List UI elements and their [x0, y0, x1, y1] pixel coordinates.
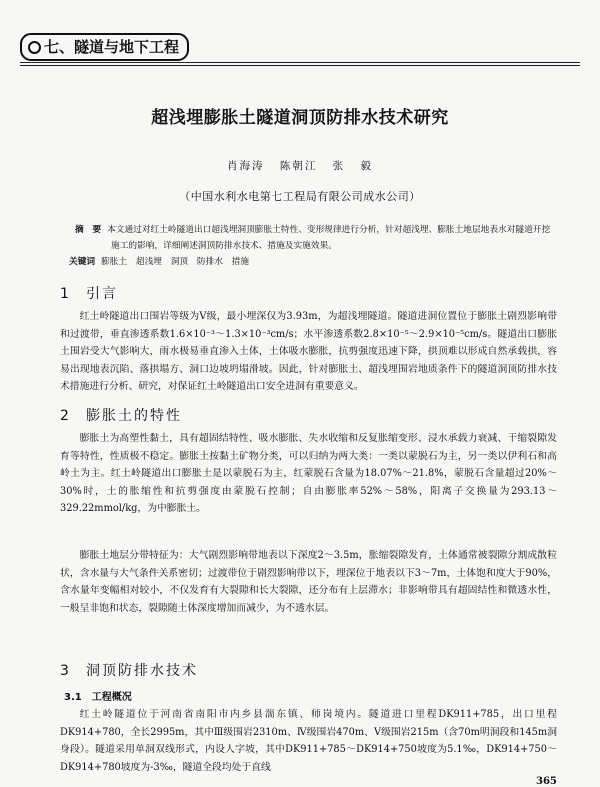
header-rule-top [20, 62, 580, 63]
keywords-label: 关键词 [69, 257, 96, 267]
paragraph: 红土岭隧道位于河南省南阳市内乡县湍东镇、师岗境内。隧道进口里程DK911+785，出口里程DK914+780，全长2995m，其中Ⅲ级围岩2310m、Ⅳ级围岩470m、Ⅴ级围岩215m（含70m明洞段和145m洞身段）。隧道采用单洞双线形式，内设人字坡，其中DK911+785～DK914+750坡度为5.1‰，DK914+750～DK914+780坡度为-3‰，隧道全段均处于直线 [60, 709, 557, 773]
paragraph: 膨胀土为高塑性黏土，具有超固结特性、吸水膨胀、失水收缩和反复胀缩变形、浸水承载力衰减、干缩裂隙发育等特性，性质极不稳定。膨胀土按黏土矿物分类，可以归纳为两大类：一类以蒙脱石为主，另一类以伊利石和高岭土为主。红土岭隧道出口膨胀土是以蒙脱石为主，红蒙脱石含量为18.07%～21.8%，蒙脱石含量超过20%～30%时，土的胀缩性和抗剪强度由蒙脱石控制；自由膨胀率52%～58%，阳离子交换量为293.13～329.22mmol/kg，为中膨胀土。 [60, 433, 557, 514]
circle-bullet-icon [28, 41, 41, 54]
section-heading-2 [60, 405, 182, 425]
section-heading-1 [60, 283, 118, 303]
section-title: 膨胀土的特性 [86, 408, 182, 424]
authors: 肖海涛 陈朝江 张 毅 [226, 160, 373, 172]
page-number: 365 [536, 776, 557, 787]
section-number: 3 [60, 663, 71, 679]
section-title: 引言 [86, 286, 118, 302]
paragraph: 红土岭隧道出口围岩等级为Ⅴ级，最小埋深仅为3.93m，为超浅埋隧道。隧道进洞位置位于膨胀土剧烈影响带和过渡带，垂直渗透系数1.6×10⁻³～1.3×10⁻³cm/s；水平渗透系数2.8×10⁻⁵～2.9×10⁻⁵cm/s。隧道出口膨胀土围岩受大气影响大，雨水极易垂直渗入土体，土体吸水膨胀，抗剪强度迅速下降，拱顶难以形成自然承载拱，容易出现地表沉陷、落拱塌方、洞口边坡坍塌滑坡。因此，针对膨胀土、超浅埋围岩地质条件下的隧道洞顶防排水技术措施进行分析、研究，对保证红土岭隧道出口安全进洞有重要意义。 [60, 311, 557, 392]
section-number: 2 [60, 408, 71, 424]
affiliation: （中国水利水电第七工程局有限公司成水公司） [179, 190, 421, 203]
abstract-text: 本文通过对红土岭隧道出口超浅埋洞顶膨胀土特性、变形规律进行分析，针对超浅埋、膨胀土地层地表水对隧道开挖施工的影响，详细阐述洞顶防排水技术、措施及实施效果。 [107, 225, 551, 251]
section-banner [20, 33, 189, 61]
abstract-block [69, 222, 557, 270]
abstract-label: 摘 要 [75, 225, 102, 235]
section-number: 1 [60, 286, 71, 302]
header-rule-bottom [20, 65, 580, 66]
keywords-text: 膨胀土 超浅埋 洞顶 防排水 措施 [101, 257, 250, 267]
section-banner-text: 七、隧道与地下工程 [44, 38, 180, 56]
paragraph: 膨胀土地层分带特征为：大气剧烈影响带地表以下深度2～3.5m，胀缩裂隙发育，土体通常被裂隙分割成散粒状，含水量与大气条件关系密切；过渡带位于剧烈影响带以下，埋深位于地表以下3～7m，土体饱和度大于90%，含水量年变幅相对较小，不仅发育有大裂隙和长大裂隙，还分布有上层滞水；非影响带具有超固结性和微透水性，一般呈非饱和状态，裂隙随土体深度增加而减少，为不透水层。 [60, 550, 557, 614]
section-title: 洞顶防排水技术 [86, 663, 198, 679]
paper-title: 超浅埋膨胀土隧道洞顶防排水技术研究 [151, 108, 449, 128]
section-heading-3 [60, 660, 198, 680]
subsection-heading: 3.1 工程概况 [64, 692, 132, 703]
